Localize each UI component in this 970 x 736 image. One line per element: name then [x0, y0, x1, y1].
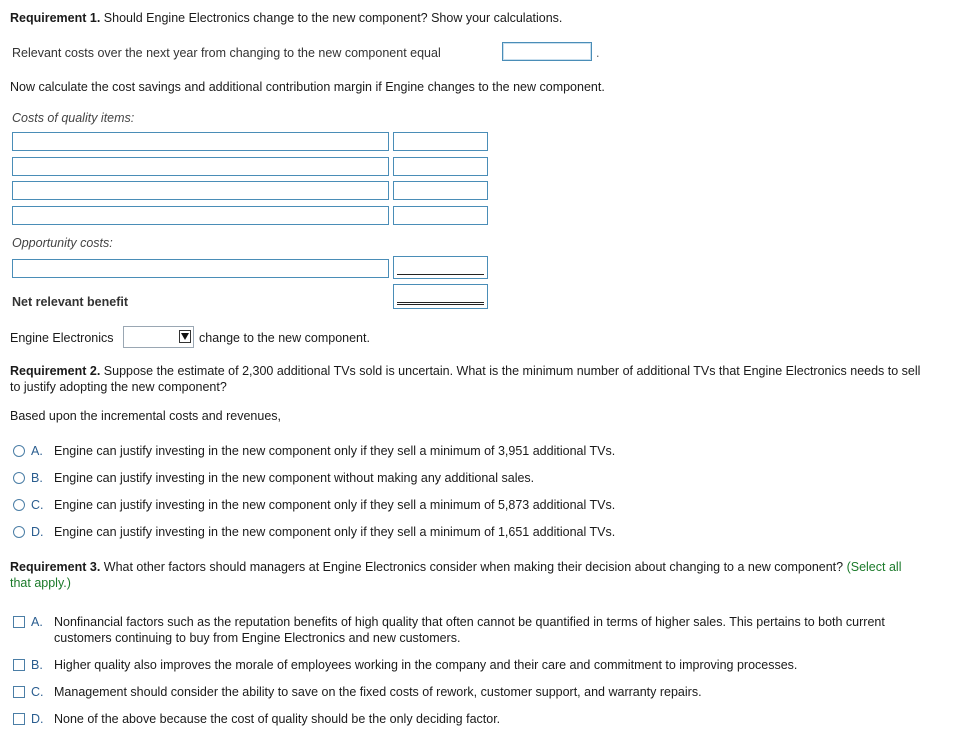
net-benefit-label: Net relevant benefit: [12, 295, 129, 309]
req2-option-b-text[interactable]: Engine can justify investing in the new component without making any additional sales.: [54, 471, 535, 485]
quality-item-2-label-input[interactable]: [12, 157, 389, 176]
req3-option-d-checkbox[interactable]: [13, 713, 25, 725]
opportunity-amount-input[interactable]: [393, 256, 488, 279]
should-change-select[interactable]: [123, 326, 194, 348]
relevant-costs-suffix: .: [596, 46, 600, 60]
req3-option-a-letter: A.: [31, 615, 43, 629]
req3-heading-line1: [10, 560, 901, 574]
req2-option-b-letter: B.: [31, 471, 43, 485]
quality-item-1-label-input[interactable]: [12, 132, 389, 151]
select-all-hint-line2: that apply.): [10, 576, 71, 590]
req2-option-b-radio[interactable]: [13, 472, 25, 484]
req2-option-d-letter: D.: [31, 525, 44, 539]
select-all-hint: (Select all: [843, 560, 902, 574]
single-underline: [397, 274, 484, 275]
relevant-costs-label: Relevant costs over the next year from changing to the new component equal: [12, 46, 441, 60]
req2-option-a-text[interactable]: Engine can justify investing in the new component only if they sell a minimum of 3,951 additional TVs.: [54, 444, 616, 458]
req3-option-b-letter: B.: [31, 658, 43, 672]
req2-heading-bold: Requirement 2.: [10, 364, 101, 378]
req3-option-d-letter: D.: [31, 712, 44, 726]
req2-heading-text: Suppose the estimate of 2,300 additional TVs sold is uncertain. What is the minimum number of additional TVs that Engine Electronics needs to sell: [100, 364, 921, 378]
quality-item-1-amount-input[interactable]: [393, 132, 488, 151]
req3-option-b-text[interactable]: Higher quality also improves the morale of employees working in the company and their care and commitment to improving processes.: [54, 658, 798, 672]
req3-option-b-checkbox[interactable]: [13, 659, 25, 671]
quality-item-4-label-input[interactable]: [12, 206, 389, 225]
quality-item-3-amount-input[interactable]: [393, 181, 488, 200]
change-text: change to the new component.: [199, 331, 370, 345]
req3-option-c-checkbox[interactable]: [13, 686, 25, 698]
req3-option-a-text-line2[interactable]: customers continuing to buy from Engine Electronics and new customers.: [54, 631, 461, 645]
req3-option-d-text[interactable]: None of the above because the cost of quality should be the only deciding factor.: [54, 712, 501, 726]
costs-quality-label: Costs of quality items:: [12, 111, 135, 125]
req2-option-c-text[interactable]: Engine can justify investing in the new component only if they sell a minimum of 5,873 additional TVs.: [54, 498, 616, 512]
req2-heading-line2: to justify adopting the new component?: [10, 380, 227, 394]
quality-item-4-amount-input[interactable]: [393, 206, 488, 225]
req3-option-a-text-line1[interactable]: Nonfinancial factors such as the reputation benefits of high quality that often cannot be quantified in terms of higher sales. This pertains to both current: [54, 615, 885, 629]
req3-heading-bold: Requirement 3.: [10, 560, 101, 574]
req2-option-c-radio[interactable]: [13, 499, 25, 511]
req2-option-c-letter: C.: [31, 498, 44, 512]
opportunity-label-input[interactable]: [12, 259, 389, 278]
double-underline: [397, 302, 484, 305]
req1-heading-bold: Requirement 1.: [10, 11, 101, 25]
chevron-down-icon[interactable]: [179, 330, 191, 343]
req3-option-c-letter: C.: [31, 685, 44, 699]
quality-item-2-amount-input[interactable]: [393, 157, 488, 176]
now-calc-text: Now calculate the cost savings and additional contribution margin if Engine changes to the new component.: [10, 80, 605, 94]
req3-option-a-checkbox[interactable]: [13, 616, 25, 628]
req2-option-a-radio[interactable]: [13, 445, 25, 457]
req2-option-a-letter: A.: [31, 444, 43, 458]
based-text: Based upon the incremental costs and revenues,: [10, 409, 282, 423]
req1-heading-text: Should Engine Electronics change to the new component? Show your calculations.: [100, 11, 563, 25]
req2-heading-line1: [10, 364, 920, 378]
req2-option-d-text[interactable]: Engine can justify investing in the new component only if they sell a minimum of 1,651 additional TVs.: [54, 525, 616, 539]
req2-option-d-radio[interactable]: [13, 526, 25, 538]
req3-heading-text: What other factors should managers at Engine Electronics consider when making their decision about changing to a new component?: [100, 560, 844, 574]
net-benefit-input[interactable]: [393, 284, 488, 309]
req3-option-c-text[interactable]: Management should consider the ability to save on the fixed costs of rework, customer support, and warranty repairs.: [54, 685, 702, 699]
engine-label: Engine Electronics: [10, 331, 114, 345]
quality-item-3-label-input[interactable]: [12, 181, 389, 200]
req1-heading: [10, 11, 562, 25]
relevant-costs-input[interactable]: [502, 42, 592, 61]
opportunity-costs-label: Opportunity costs:: [12, 236, 113, 250]
